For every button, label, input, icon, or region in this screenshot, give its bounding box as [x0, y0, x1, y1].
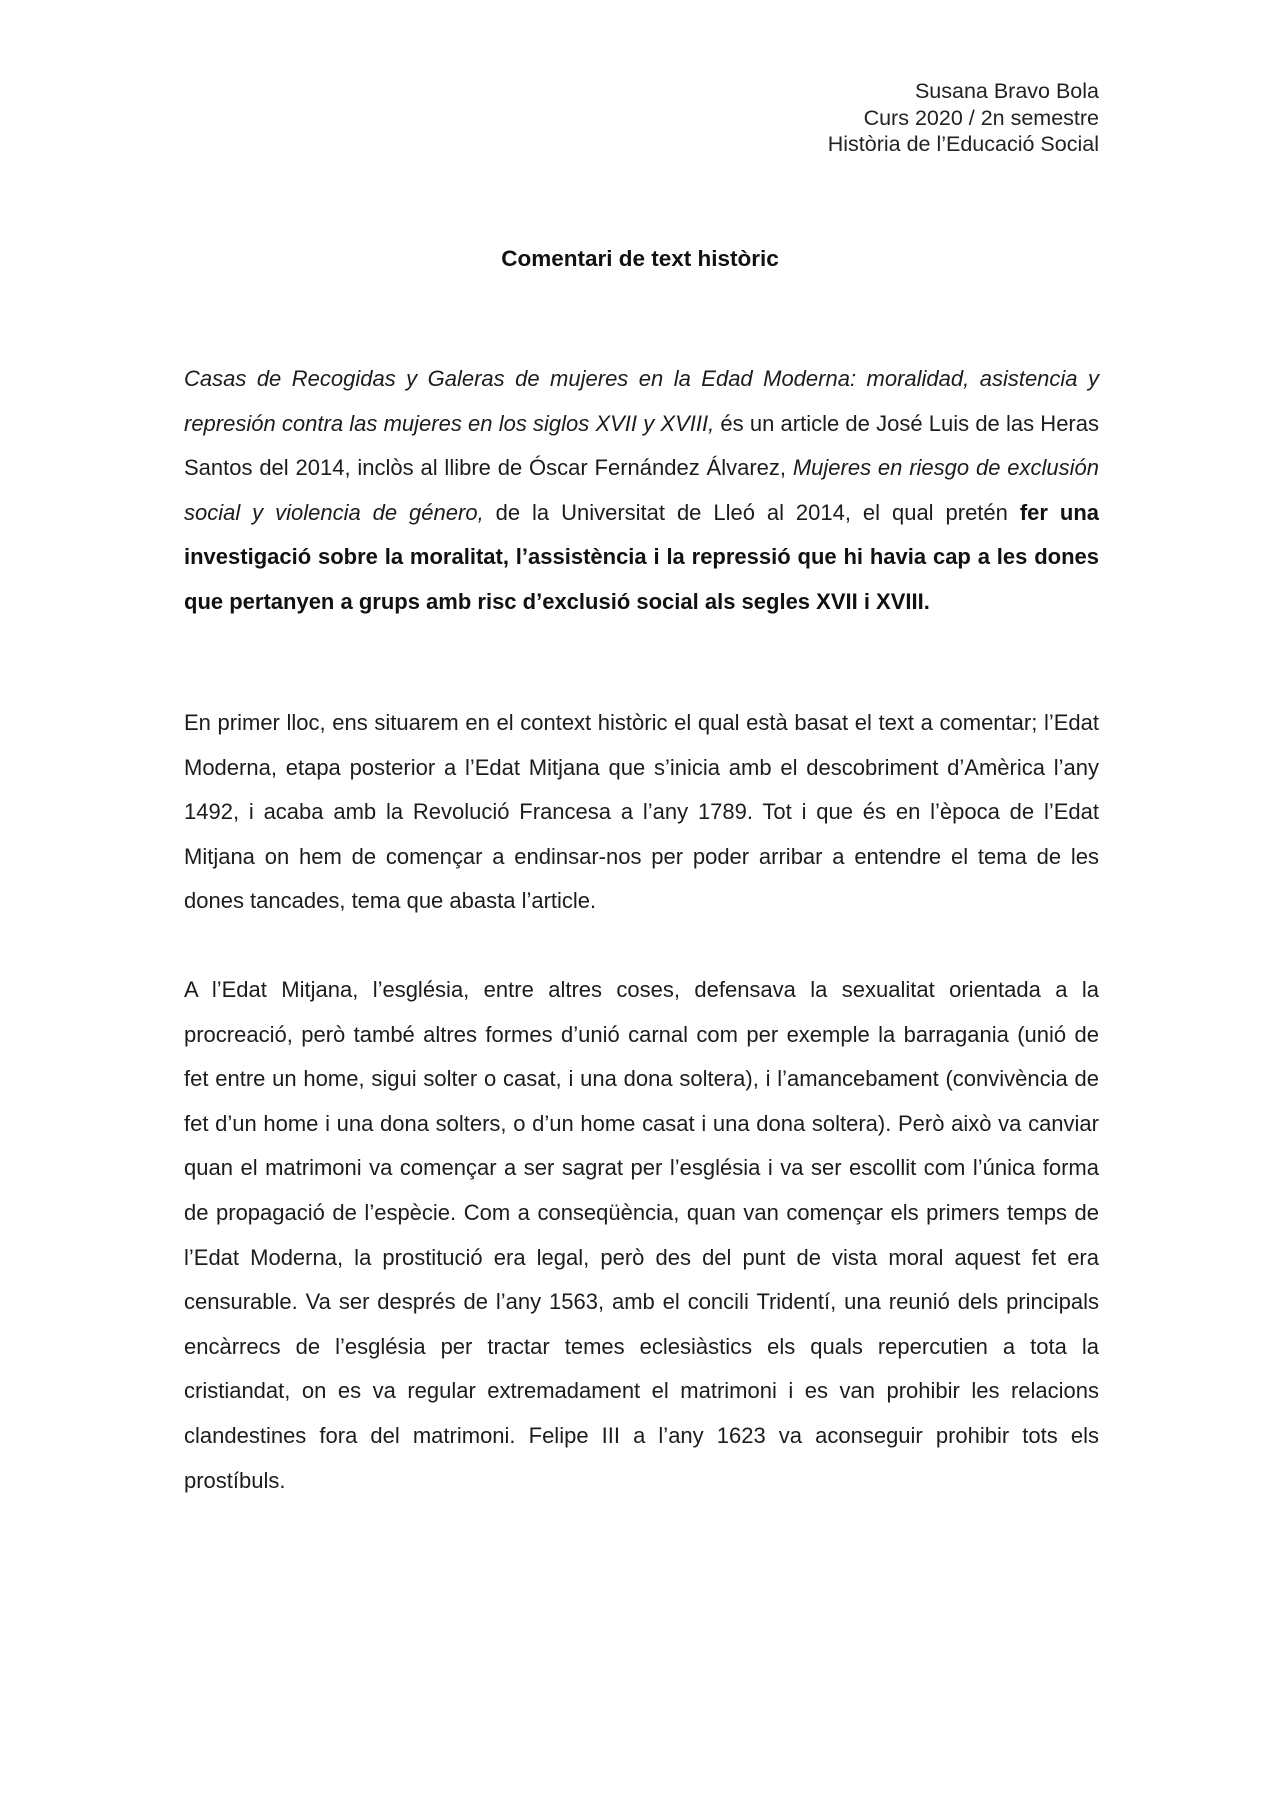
document-title: Comentari de text històric	[501, 246, 779, 271]
article-title: Casas de Recogidas y Galeras de mujeres en la Edad Moderna: moralidad, asistencia y represión contra las mujeres en los siglos XVII y XVIII,	[184, 366, 1099, 436]
intro-paragraph	[184, 357, 1099, 625]
middle-ages-text: A l’Edat Mitjana, l’església, entre altres coses, defensava la sexualitat orientada a la procreació, però també altres formes d’unió carnal com per exemple la barragania (unió de fet entre un home, sigui solter o casat, i una dona soltera), i l’amancebament (convivència de fet d’un home i una dona solters, o d’un home casat i una dona soltera). Però això va canviar quan el matrimoni va començar a ser sagrat per l’església i va ser escollit com l’única forma de propagació de l’espècie. Com a conseqüència, quan van començar els primers temps de l’Edat Moderna, la prostitució era legal, però des del punt de vista moral aquest fet era censurable. Va ser després de l’any 1563, amb el concili Tridentí, una reunió dels principals encàrrecs de l’església per tractar temes eclesiàstics els quals repercutien a tota la cristiandat, on es va regular extremadament el matrimoni i es van prohibir les relacions clandestines fora del matrimoni. Felipe III a l’any 1623 va aconseguir prohibir tots els prostíbuls.	[184, 977, 1099, 1493]
article-aim: fer una investigació sobre la moralitat, l’assistència i la repressió que hi havia cap a les dones que pertanyen a grups amb risc d’exclusió social als segles XVII i XVIII.	[184, 499, 1099, 614]
intro-text-b: de la Universitat de Lleó al 2014, el qual pretén	[483, 499, 1020, 525]
intro-text-a: és un article de José Luis de las Heras Santos del 2014, inclòs al llibre de Óscar Fernández Álvarez,	[184, 410, 1099, 481]
middle-ages-paragraph	[184, 968, 1099, 1503]
document-header	[828, 78, 1099, 158]
course-info: Curs 2020 / 2n semestre	[863, 105, 1099, 130]
context-text: En primer lloc, ens situarem en el context històric el qual està basat el text a comentar; l’Edat Moderna, etapa posterior a l’Edat Mitjana que s’inicia amb el descobriment d’Amèrica l’any 1492, i acaba amb la Revolució Francesa a l’any 1789. Tot i que és en l’època de l’Edat Mitjana on hem de començar a endinsar-nos per poder arribar a entendre el tema de les dones tancades, tema que abasta l’article.	[184, 710, 1099, 914]
context-paragraph	[184, 701, 1099, 924]
book-title: Mujeres en riesgo de exclusión social y violencia de género,	[184, 455, 1099, 525]
subject-name: Història de l’Educació Social	[827, 132, 1099, 156]
author-name: Susana Bravo Bola	[914, 79, 1099, 103]
